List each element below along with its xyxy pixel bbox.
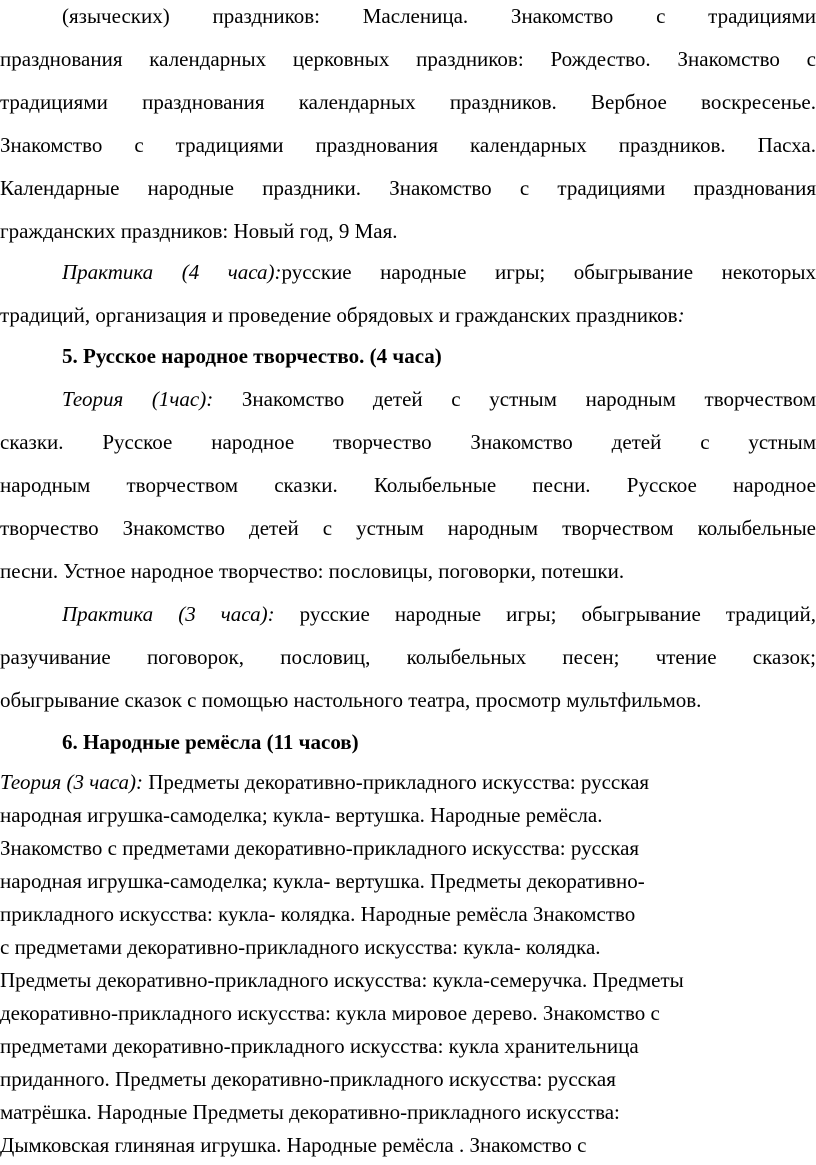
theory-text: Знакомство детей с устным народным творчеством [241, 387, 816, 411]
practice-text: русские народные игры; обыгрывание некоторых [281, 260, 816, 284]
paragraph-line: сказки. Русское народное творчество Знакомство детей с устным [0, 430, 816, 454]
practice-label: Практика (4 часа): [62, 260, 282, 284]
theory-paragraph-line [62, 385, 816, 413]
paragraph-line: прикладного искусства: кукла- колядка. Народные ремёсла Знакомство [0, 902, 636, 926]
paragraph-line: Знакомство с традициями празднования календарных праздников. Пасха. [0, 133, 816, 157]
paragraph-line: предметами декоративно-прикладного искусства: кукла хранительница [0, 1034, 639, 1058]
paragraph-line: песни. Устное народное творчество: пословицы, поговорки, потешки. [0, 559, 625, 583]
practice-paragraph-line [62, 600, 816, 628]
paragraph-line: разучивание поговорок, пословиц, колыбельных песен; чтение сказок; [0, 645, 816, 669]
section-heading: 6. Народные ремёсла (11 часов) [62, 730, 359, 754]
theory-label: Теория (3 часа): [0, 770, 144, 794]
theory-label: Теория (1час): [62, 387, 214, 411]
practice-end-mark: : [677, 303, 685, 327]
practice-paragraph-line [0, 301, 816, 329]
paragraph-line: народная игрушка-самоделка; кукла- вертушка. Предметы декоративно- [0, 869, 645, 893]
practice-text: традиций, организация и проведение обрядовых и гражданских праздников [0, 303, 678, 327]
paragraph-line: Предметы декоративно-прикладного искусства: кукла-семеручка. Предметы [0, 968, 684, 992]
paragraph-line: декоративно-прикладного искусства: кукла мировое дерево. Знакомство с [0, 1001, 660, 1025]
practice-label: Практика (3 часа): [62, 602, 275, 626]
paragraph-line: (языческих) праздников: Масленица. Знакомство с традициями [62, 4, 816, 28]
paragraph-line: Знакомство с предметами декоративно-прикладного искусства: русская [0, 836, 640, 860]
practice-text: русские народные игры; обыгрывание традиций, [299, 602, 816, 626]
paragraph-line: приданного. Предметы декоративно-прикладного искусства: русская [0, 1067, 616, 1091]
paragraph-line: с предметами декоративно-прикладного искусства: кукла- колядка. [0, 935, 601, 959]
paragraph-line: матрёшка. Народные Предметы декоративно-прикладного искусства: [0, 1100, 620, 1124]
paragraph-line: творчество Знакомство детей с устным народным творчеством колыбельные [0, 516, 816, 540]
paragraph-line: празднования календарных церковных праздников: Рождество. Знакомство с [0, 47, 816, 71]
paragraph-line: народная игрушка-самоделка; кукла- вертушка. Народные ремёсла. [0, 803, 603, 827]
paragraph-line: традициями празднования календарных праздников. Вербное воскресенье. [0, 90, 816, 114]
paragraph-line: народным творчеством сказки. Колыбельные песни. Русское народное [0, 473, 816, 497]
paragraph-line: гражданских праздников: Новый год, 9 Мая. [0, 219, 398, 243]
practice-paragraph-line [62, 258, 816, 286]
paragraph-line: обыгрывание сказок с помощью настольного театра, просмотр мультфильмов. [0, 688, 702, 712]
paragraph-line: Календарные народные праздники. Знакомство с традициями празднования [0, 176, 816, 200]
paragraph-line: Дымковская глиняная игрушка. Народные ремёсла . Знакомство с [0, 1133, 587, 1157]
theory-text: Предметы декоративно-прикладного искусства: русская [148, 770, 650, 794]
theory-paragraph-line [0, 768, 816, 796]
section-heading: 5. Русское народное творчество. (4 часа) [62, 344, 442, 368]
